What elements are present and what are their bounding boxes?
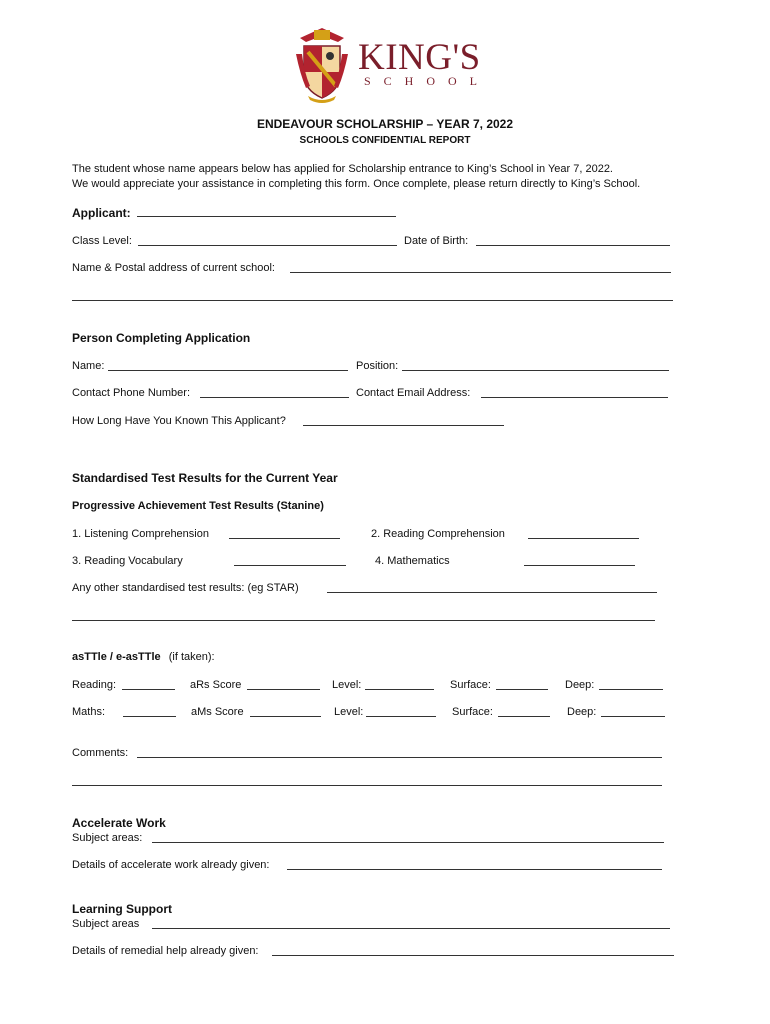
comments-field-line-2[interactable]: [72, 774, 662, 786]
ams-score-label: aMs Score: [191, 706, 244, 718]
maths-surface-field[interactable]: [498, 705, 550, 717]
support-subject-label: Subject areas: [72, 918, 140, 930]
person-name-label: Name:: [72, 360, 105, 372]
other-tests-label: Any other standardised test results: (eg STAR): [72, 582, 299, 594]
page-title: ENDEAVOUR SCHOLARSHIP – YEAR 7, 2022: [256, 117, 514, 131]
comments-field[interactable]: [137, 746, 662, 758]
person-name-field[interactable]: [108, 359, 348, 371]
other-tests-field-line-2[interactable]: [72, 609, 655, 621]
reading-deep-field[interactable]: [599, 678, 663, 690]
ams-score-field[interactable]: [250, 705, 321, 717]
reading-surface-label: Surface:: [450, 679, 491, 691]
maths-deep-field[interactable]: [601, 705, 665, 717]
phone-field[interactable]: [200, 386, 349, 398]
email-label: Contact Email Address:: [356, 387, 471, 399]
ars-score-field[interactable]: [247, 678, 320, 690]
school-address-field-line-2[interactable]: [72, 289, 673, 301]
phone-label: Contact Phone Number:: [72, 387, 191, 399]
maths-deep-label: Deep:: [567, 706, 597, 718]
class-level-label: Class Level:: [72, 235, 132, 247]
asttle-reading-label: Reading:: [72, 679, 117, 691]
maths-surface-label: Surface:: [452, 706, 493, 718]
listening-label: 1. Listening Comprehension: [72, 528, 209, 540]
asttle-maths-field[interactable]: [123, 705, 176, 717]
comments-label: Comments:: [72, 747, 129, 759]
logo-wordmark: KING'S: [358, 37, 481, 78]
reading-level-field[interactable]: [365, 678, 434, 690]
listening-field[interactable]: [229, 527, 340, 539]
dob-label: Date of Birth:: [404, 235, 469, 247]
school-address-field[interactable]: [290, 261, 671, 273]
position-label: Position:: [356, 360, 399, 372]
support-subject-field[interactable]: [152, 917, 670, 929]
maths-field[interactable]: [524, 554, 635, 566]
page-subtitle: SCHOOLS CONFIDENTIAL REPORT: [299, 135, 471, 146]
support-details-field[interactable]: [272, 944, 674, 956]
tests-heading: Standardised Test Results for the Current Year: [72, 471, 338, 485]
maths-level-label: Level:: [334, 706, 364, 718]
maths-label: 4. Mathematics: [375, 555, 450, 567]
how-long-label: How Long Have You Known This Applicant?: [72, 415, 286, 427]
class-level-field[interactable]: [138, 234, 397, 246]
asttle-title: asTTle / e-asTTle: [72, 651, 161, 663]
reading-comp-label: 2. Reading Comprehension: [371, 528, 505, 540]
vocab-field[interactable]: [234, 554, 346, 566]
logo-subtitle: SCHOOL: [364, 74, 491, 88]
pat-heading: Progressive Achievement Test Results (Stanine): [72, 500, 324, 512]
accelerate-details-label: Details of accelerate work already given:: [72, 859, 270, 871]
school-crest-icon: [294, 24, 350, 104]
dob-field[interactable]: [476, 234, 670, 246]
asttle-maths-label: Maths:: [72, 706, 106, 718]
asttle-reading-field[interactable]: [122, 678, 175, 690]
reading-level-label: Level:: [332, 679, 362, 691]
accelerate-subject-field[interactable]: [152, 831, 664, 843]
intro-line-1: The student whose name appears below has applied for Scholarship entrance to King’s School in Year 7, 2022.: [72, 163, 613, 175]
support-details-label: Details of remedial help already given:: [72, 945, 259, 957]
asttle-heading: [72, 651, 215, 663]
maths-level-field[interactable]: [366, 705, 436, 717]
asttle-note: (if taken):: [168, 651, 215, 663]
vocab-label: 3. Reading Vocabulary: [72, 555, 183, 567]
school-logo: [294, 24, 491, 104]
intro-line-2: We would appreciate your assistance in completing this form. Once complete, please return directly to King’s School.: [72, 178, 641, 190]
reading-surface-field[interactable]: [496, 678, 548, 690]
applicant-label: Applicant:: [72, 206, 131, 220]
how-long-field[interactable]: [303, 414, 504, 426]
reading-deep-label: Deep:: [565, 679, 595, 691]
reading-comp-field[interactable]: [528, 527, 639, 539]
accelerate-heading: Accelerate Work: [72, 816, 166, 830]
school-address-label: Name & Postal address of current school:: [72, 262, 275, 274]
support-heading: Learning Support: [72, 902, 172, 916]
email-field[interactable]: [481, 386, 668, 398]
person-heading: Person Completing Application: [72, 331, 251, 345]
accelerate-details-field[interactable]: [287, 858, 662, 870]
ars-score-label: aRs Score: [190, 679, 242, 691]
position-field[interactable]: [402, 359, 669, 371]
applicant-name-field[interactable]: [137, 205, 396, 217]
accelerate-subject-label: Subject areas:: [72, 832, 143, 844]
other-tests-field[interactable]: [327, 581, 657, 593]
